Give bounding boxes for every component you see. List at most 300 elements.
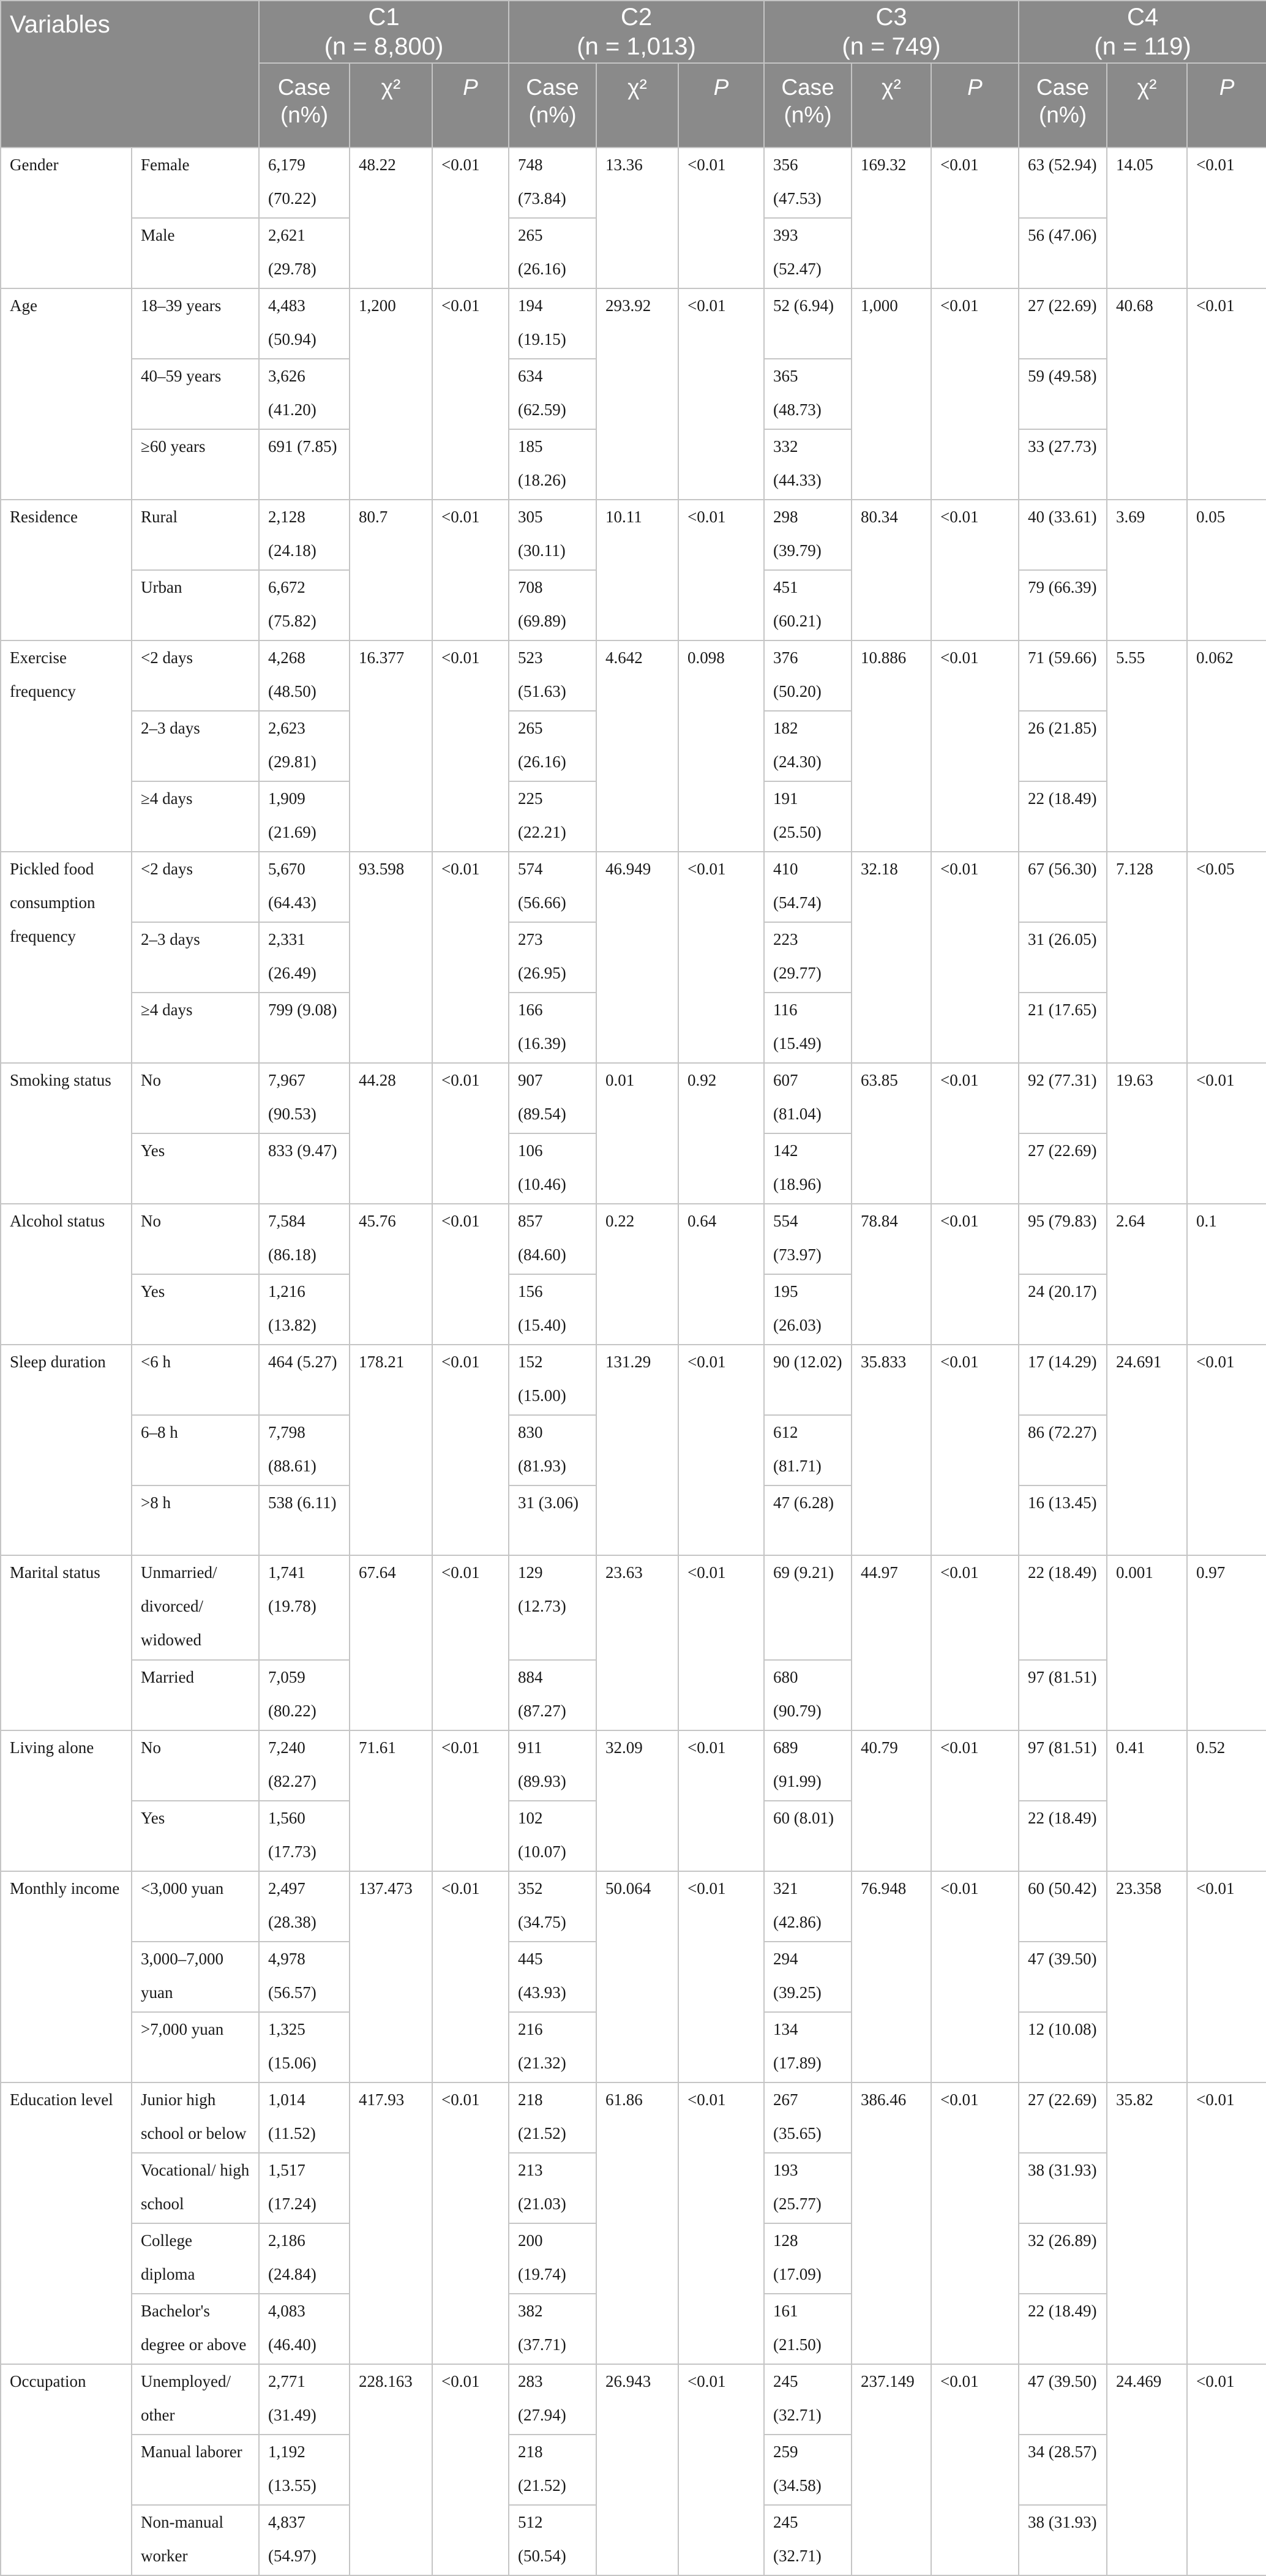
- case-cell: 884 (87.27): [509, 1660, 596, 1730]
- p-value-cell: <0.01: [678, 500, 764, 640]
- case-cell: 128 (17.09): [764, 2223, 852, 2294]
- p-value-cell: 0.52: [1187, 1730, 1266, 1871]
- table-row: [1, 1730, 1266, 1801]
- p-value-cell: <0.01: [678, 1871, 764, 2082]
- case-cell: 2,497 (28.38): [259, 1871, 350, 1942]
- case-cell: 830 (81.93): [509, 1415, 596, 1485]
- case-cell: 382 (37.71): [509, 2294, 596, 2364]
- case-cell: 1,517 (17.24): [259, 2153, 350, 2223]
- case-cell: 218 (21.52): [509, 2435, 596, 2505]
- level-label: Unemployed/ other: [132, 2364, 259, 2435]
- case-cell: 22 (18.49): [1019, 1801, 1107, 1871]
- case-cell: 799 (9.08): [259, 993, 350, 1063]
- chi-square-cell: 44.97: [852, 1555, 931, 1730]
- case-cell: 79 (66.39): [1019, 570, 1107, 640]
- case-cell: 71 (59.66): [1019, 640, 1107, 711]
- level-label: <2 days: [132, 852, 259, 922]
- case-cell: 612 (81.71): [764, 1415, 852, 1485]
- level-label: <2 days: [132, 640, 259, 711]
- case-cell: 156 (15.40): [509, 1274, 596, 1345]
- case-cell: 223 (29.77): [764, 922, 852, 993]
- variable-name: Living alone: [1, 1730, 132, 1871]
- group-name: C2: [620, 4, 653, 31]
- case-cell: 63 (52.94): [1019, 148, 1107, 218]
- variables-header: Variables: [1, 1, 259, 148]
- case-cell: 1,741 (19.78): [259, 1555, 350, 1660]
- chi-square-cell: 48.22: [350, 148, 432, 288]
- chi-square-cell: 32.09: [596, 1730, 678, 1871]
- variable-name: Age: [1, 288, 132, 500]
- case-cell: 691 (7.85): [259, 429, 350, 500]
- level-label: >7,000 yuan: [132, 2012, 259, 2082]
- chi-square-cell: 80.7: [350, 500, 432, 640]
- p-value-cell: <0.01: [678, 288, 764, 500]
- p-value-cell: 0.098: [678, 640, 764, 852]
- case-cell: 52 (6.94): [764, 288, 852, 359]
- p-value-cell: <0.01: [931, 2364, 1019, 2575]
- chi-square-cell: 67.64: [350, 1555, 432, 1730]
- case-cell: 911 (89.93): [509, 1730, 596, 1801]
- chi-square-cell: 23.63: [596, 1555, 678, 1730]
- table-row: [1, 1063, 1266, 1133]
- chi-square-cell: 80.34: [852, 500, 931, 640]
- chi-square-cell: 40.68: [1107, 288, 1187, 500]
- chi-square-cell: 13.36: [596, 148, 678, 288]
- p-value-cell: 0.92: [678, 1063, 764, 1204]
- case-cell: 60 (50.42): [1019, 1871, 1107, 1942]
- level-label: Married: [132, 1660, 259, 1730]
- chi-square-cell: 40.79: [852, 1730, 931, 1871]
- chi-square-cell: 23.358: [1107, 1871, 1187, 2082]
- case-cell: 4,083 (46.40): [259, 2294, 350, 2364]
- table-row: [1, 2082, 1266, 2153]
- p-value-cell: <0.01: [931, 1204, 1019, 1345]
- case-cell: 393 (52.47): [764, 218, 852, 288]
- case-cell: 129 (12.73): [509, 1555, 596, 1660]
- case-cell: 445 (43.93): [509, 1942, 596, 2012]
- case-cell: 1,909 (21.69): [259, 781, 350, 852]
- case-cell: 748 (73.84): [509, 148, 596, 218]
- p-value-cell: <0.01: [931, 640, 1019, 852]
- level-label: Rural: [132, 500, 259, 570]
- case-cell: 245 (32.71): [764, 2364, 852, 2435]
- chi-square-cell: 417.93: [350, 2082, 432, 2364]
- case-cell: 574 (56.66): [509, 852, 596, 922]
- case-cell: 33 (27.73): [1019, 429, 1107, 500]
- case-cell: 195 (26.03): [764, 1274, 852, 1345]
- case-cell: 410 (54.74): [764, 852, 852, 922]
- chi-square-cell: 76.948: [852, 1871, 931, 2082]
- case-cell: 191 (25.50): [764, 781, 852, 852]
- p-value-cell: <0.01: [432, 2364, 509, 2575]
- case-cell: 298 (39.79): [764, 500, 852, 570]
- group-header-c3: [764, 1, 1019, 63]
- chi-square-cell: 24.691: [1107, 1345, 1187, 1555]
- table-row: [1, 500, 1266, 570]
- chi-square-cell: 293.92: [596, 288, 678, 500]
- case-cell: 4,837 (54.97): [259, 2505, 350, 2575]
- chi-square-cell: 3.69: [1107, 500, 1187, 640]
- p-value-cell: <0.01: [678, 148, 764, 288]
- case-cell: 259 (34.58): [764, 2435, 852, 2505]
- case-cell: 907 (89.54): [509, 1063, 596, 1133]
- case-cell: 152 (15.00): [509, 1345, 596, 1415]
- table-row: [1, 1204, 1266, 1274]
- level-label: Male: [132, 218, 259, 288]
- case-cell: 86 (72.27): [1019, 1415, 1107, 1485]
- case-cell: 106 (10.46): [509, 1133, 596, 1204]
- p-value-cell: <0.01: [678, 2364, 764, 2575]
- case-cell: 134 (17.89): [764, 2012, 852, 2082]
- chi-square-cell: 7.128: [1107, 852, 1187, 1063]
- case-cell: 97 (81.51): [1019, 1730, 1107, 1801]
- p-value-cell: 0.05: [1187, 500, 1266, 640]
- case-header: Case (n%): [259, 63, 350, 148]
- p-value-cell: <0.01: [931, 2082, 1019, 2364]
- chi-square-cell: 16.377: [350, 640, 432, 852]
- case-cell: 161 (21.50): [764, 2294, 852, 2364]
- p-value-cell: <0.01: [432, 500, 509, 640]
- chi-square-cell: 14.05: [1107, 148, 1187, 288]
- case-header: Case (n%): [1019, 63, 1107, 148]
- case-cell: 2,623 (29.81): [259, 711, 350, 781]
- chi-square-cell: 178.21: [350, 1345, 432, 1555]
- level-label: No: [132, 1730, 259, 1801]
- level-label: No: [132, 1204, 259, 1274]
- case-cell: 2,331 (26.49): [259, 922, 350, 993]
- case-cell: 97 (81.51): [1019, 1660, 1107, 1730]
- level-label: Yes: [132, 1274, 259, 1345]
- chi-square-cell: 93.598: [350, 852, 432, 1063]
- case-cell: 5,670 (64.43): [259, 852, 350, 922]
- group-header-c2: [509, 1, 764, 63]
- p-value-header: P: [432, 63, 509, 148]
- chi-square-cell: 137.473: [350, 1871, 432, 2082]
- case-cell: 92 (77.31): [1019, 1063, 1107, 1133]
- case-cell: 142 (18.96): [764, 1133, 852, 1204]
- case-cell: 27 (22.69): [1019, 288, 1107, 359]
- p-value-cell: <0.01: [931, 1871, 1019, 2082]
- case-cell: 356 (47.53): [764, 148, 852, 218]
- level-label: 6–8 h: [132, 1415, 259, 1485]
- level-label: College diploma: [132, 2223, 259, 2294]
- case-cell: 1,325 (15.06): [259, 2012, 350, 2082]
- case-cell: 90 (12.02): [764, 1345, 852, 1415]
- level-label: 18–39 years: [132, 288, 259, 359]
- level-label: Yes: [132, 1801, 259, 1871]
- case-cell: 32 (26.89): [1019, 2223, 1107, 2294]
- level-label: Urban: [132, 570, 259, 640]
- case-cell: 283 (27.94): [509, 2364, 596, 2435]
- group-header-c1: [259, 1, 509, 63]
- case-cell: 512 (50.54): [509, 2505, 596, 2575]
- chi-square-cell: 0.001: [1107, 1555, 1187, 1730]
- chi-square-header: χ²: [1107, 63, 1187, 148]
- level-label: ≥4 days: [132, 781, 259, 852]
- case-cell: 708 (69.89): [509, 570, 596, 640]
- case-cell: 56 (47.06): [1019, 218, 1107, 288]
- chi-square-cell: 10.886: [852, 640, 931, 852]
- p-value-cell: <0.01: [1187, 288, 1266, 500]
- p-value-header: P: [678, 63, 764, 148]
- p-value-cell: <0.01: [931, 1063, 1019, 1204]
- case-cell: 2,771 (31.49): [259, 2364, 350, 2435]
- chi-square-cell: 45.76: [350, 1204, 432, 1345]
- case-cell: 305 (30.11): [509, 500, 596, 570]
- case-cell: 2,128 (24.18): [259, 500, 350, 570]
- case-cell: 213 (21.03): [509, 2153, 596, 2223]
- case-cell: 265 (26.16): [509, 218, 596, 288]
- table-row: [1, 1345, 1266, 1415]
- p-value-cell: 0.062: [1187, 640, 1266, 852]
- case-cell: 67 (56.30): [1019, 852, 1107, 922]
- variable-name: Education level: [1, 2082, 132, 2364]
- variable-name: Smoking status: [1, 1063, 132, 1204]
- variable-name: Occupation: [1, 2364, 132, 2575]
- chi-square-cell: 46.949: [596, 852, 678, 1063]
- chi-square-cell: 26.943: [596, 2364, 678, 2575]
- table-row: [1, 288, 1266, 359]
- table-row: [1, 640, 1266, 711]
- case-cell: 116 (15.49): [764, 993, 852, 1063]
- p-value-cell: <0.01: [931, 852, 1019, 1063]
- case-cell: 4,268 (48.50): [259, 640, 350, 711]
- case-cell: 216 (21.32): [509, 2012, 596, 2082]
- case-cell: 34 (28.57): [1019, 2435, 1107, 2505]
- case-cell: 182 (24.30): [764, 711, 852, 781]
- p-value-cell: <0.05: [1187, 852, 1266, 1063]
- variable-name: Gender: [1, 148, 132, 288]
- case-cell: 31 (3.06): [509, 1485, 596, 1555]
- case-cell: 200 (19.74): [509, 2223, 596, 2294]
- level-label: Manual laborer: [132, 2435, 259, 2505]
- group-n: (n = 8,800): [324, 33, 444, 60]
- p-value-cell: 0.97: [1187, 1555, 1266, 1730]
- chi-square-cell: 44.28: [350, 1063, 432, 1204]
- chi-square-cell: 386.46: [852, 2082, 931, 2364]
- level-label: ≥4 days: [132, 993, 259, 1063]
- chi-square-cell: 35.833: [852, 1345, 931, 1555]
- case-cell: 321 (42.86): [764, 1871, 852, 1942]
- group-header-c4: [1019, 1, 1266, 63]
- level-label: ≥60 years: [132, 429, 259, 500]
- variable-name: Monthly income: [1, 1871, 132, 2082]
- group-name: C3: [875, 4, 907, 31]
- group-n: (n = 749): [842, 33, 941, 60]
- p-value-cell: <0.01: [432, 1555, 509, 1730]
- case-cell: 26 (21.85): [1019, 711, 1107, 781]
- case-cell: 523 (51.63): [509, 640, 596, 711]
- level-label: Yes: [132, 1133, 259, 1204]
- level-label: Bachelor's degree or above: [132, 2294, 259, 2364]
- level-label: Unmarried/ divorced/ widowed: [132, 1555, 259, 1660]
- case-cell: 194 (19.15): [509, 288, 596, 359]
- case-cell: 538 (6.11): [259, 1485, 350, 1555]
- table-row: [1, 852, 1266, 922]
- case-cell: 22 (18.49): [1019, 1555, 1107, 1660]
- case-cell: 7,798 (88.61): [259, 1415, 350, 1485]
- p-value-cell: <0.01: [931, 500, 1019, 640]
- variable-name: Exercise frequency: [1, 640, 132, 852]
- chi-square-header: χ²: [852, 63, 931, 148]
- case-cell: 22 (18.49): [1019, 2294, 1107, 2364]
- p-value-cell: <0.01: [1187, 2364, 1266, 2575]
- p-value-cell: 0.64: [678, 1204, 764, 1345]
- case-cell: 7,584 (86.18): [259, 1204, 350, 1274]
- case-cell: 376 (50.20): [764, 640, 852, 711]
- case-cell: 7,059 (80.22): [259, 1660, 350, 1730]
- chi-square-cell: 61.86: [596, 2082, 678, 2364]
- case-cell: 332 (44.33): [764, 429, 852, 500]
- case-cell: 689 (91.99): [764, 1730, 852, 1801]
- level-label: >8 h: [132, 1485, 259, 1555]
- chi-square-cell: 4.642: [596, 640, 678, 852]
- p-value-cell: <0.01: [931, 148, 1019, 288]
- table-row: [1, 1871, 1266, 1942]
- chi-square-cell: 5.55: [1107, 640, 1187, 852]
- case-header: Case (n%): [764, 63, 852, 148]
- case-cell: 245 (32.71): [764, 2505, 852, 2575]
- level-label: 40–59 years: [132, 359, 259, 429]
- level-label: <6 h: [132, 1345, 259, 1415]
- case-cell: 554 (73.97): [764, 1204, 852, 1274]
- case-cell: 40 (33.61): [1019, 500, 1107, 570]
- chi-square-cell: 63.85: [852, 1063, 931, 1204]
- p-value-cell: <0.01: [432, 852, 509, 1063]
- case-header: Case (n%): [509, 63, 596, 148]
- case-cell: 365 (48.73): [764, 359, 852, 429]
- case-cell: 193 (25.77): [764, 2153, 852, 2223]
- p-value-cell: <0.01: [432, 1345, 509, 1555]
- case-cell: 59 (49.58): [1019, 359, 1107, 429]
- chi-square-cell: 19.63: [1107, 1063, 1187, 1204]
- p-value-cell: <0.01: [1187, 1063, 1266, 1204]
- case-cell: 69 (9.21): [764, 1555, 852, 1660]
- table-row: [1, 2364, 1266, 2435]
- p-value-cell: <0.01: [432, 640, 509, 852]
- case-cell: 1,192 (13.55): [259, 2435, 350, 2505]
- case-cell: 352 (34.75): [509, 1871, 596, 1942]
- case-cell: 24 (20.17): [1019, 1274, 1107, 1345]
- case-cell: 95 (79.83): [1019, 1204, 1107, 1274]
- p-value-cell: <0.01: [678, 2082, 764, 2364]
- p-value-cell: <0.01: [1187, 148, 1266, 288]
- chi-square-cell: 78.84: [852, 1204, 931, 1345]
- chi-square-cell: 35.82: [1107, 2082, 1187, 2364]
- p-value-cell: 0.1: [1187, 1204, 1266, 1345]
- p-value-cell: <0.01: [931, 288, 1019, 500]
- chi-square-cell: 131.29: [596, 1345, 678, 1555]
- group-n: (n = 119): [1094, 33, 1191, 60]
- p-value-header: P: [931, 63, 1019, 148]
- chi-square-header: χ²: [596, 63, 678, 148]
- variable-name: Sleep duration: [1, 1345, 132, 1555]
- chi-square-cell: 1,000: [852, 288, 931, 500]
- p-value-cell: <0.01: [432, 1063, 509, 1204]
- case-cell: 7,967 (90.53): [259, 1063, 350, 1133]
- case-cell: 1,560 (17.73): [259, 1801, 350, 1871]
- case-cell: 2,621 (29.78): [259, 218, 350, 288]
- chi-square-cell: 237.149: [852, 2364, 931, 2575]
- case-cell: 6,672 (75.82): [259, 570, 350, 640]
- p-value-cell: <0.01: [432, 288, 509, 500]
- case-cell: 680 (90.79): [764, 1660, 852, 1730]
- chi-square-cell: 169.32: [852, 148, 931, 288]
- chi-square-cell: 32.18: [852, 852, 931, 1063]
- case-cell: 294 (39.25): [764, 1942, 852, 2012]
- case-cell: 1,014 (11.52): [259, 2082, 350, 2153]
- case-cell: 273 (26.95): [509, 922, 596, 993]
- variable-name: Alcohol status: [1, 1204, 132, 1345]
- p-value-cell: <0.01: [1187, 1871, 1266, 2082]
- p-value-cell: <0.01: [678, 1555, 764, 1730]
- level-label: 2–3 days: [132, 922, 259, 993]
- p-value-cell: <0.01: [678, 1345, 764, 1555]
- variable-name: Marital status: [1, 1555, 132, 1730]
- level-label: Female: [132, 148, 259, 218]
- case-cell: 218 (21.52): [509, 2082, 596, 2153]
- case-cell: 27 (22.69): [1019, 1133, 1107, 1204]
- case-cell: 17 (14.29): [1019, 1345, 1107, 1415]
- group-name: C1: [368, 4, 400, 31]
- case-cell: 634 (62.59): [509, 359, 596, 429]
- case-cell: 21 (17.65): [1019, 993, 1107, 1063]
- chi-square-cell: 228.163: [350, 2364, 432, 2575]
- table-body: [1, 148, 1266, 2575]
- p-value-cell: <0.01: [432, 148, 509, 288]
- case-cell: 1,216 (13.82): [259, 1274, 350, 1345]
- chi-square-cell: 10.11: [596, 500, 678, 640]
- case-cell: 102 (10.07): [509, 1801, 596, 1871]
- chi-square-cell: 0.01: [596, 1063, 678, 1204]
- case-cell: 166 (16.39): [509, 993, 596, 1063]
- p-value-header: P: [1187, 63, 1266, 148]
- p-value-cell: <0.01: [678, 1730, 764, 1871]
- case-cell: 38 (31.93): [1019, 2505, 1107, 2575]
- chi-square-header: χ²: [350, 63, 432, 148]
- p-value-cell: <0.01: [931, 1730, 1019, 1871]
- case-cell: 22 (18.49): [1019, 781, 1107, 852]
- p-value-cell: <0.01: [1187, 2082, 1266, 2364]
- case-cell: 7,240 (82.27): [259, 1730, 350, 1801]
- case-cell: 267 (35.65): [764, 2082, 852, 2153]
- case-cell: 16 (13.45): [1019, 1485, 1107, 1555]
- case-cell: 4,483 (50.94): [259, 288, 350, 359]
- p-value-cell: <0.01: [931, 1555, 1019, 1730]
- level-label: 2–3 days: [132, 711, 259, 781]
- case-cell: 6,179 (70.22): [259, 148, 350, 218]
- table-header: [1, 1, 1266, 148]
- variable-name: Residence: [1, 500, 132, 640]
- level-label: <3,000 yuan: [132, 1871, 259, 1942]
- case-cell: 607 (81.04): [764, 1063, 852, 1133]
- group-name: C4: [1126, 4, 1159, 31]
- case-cell: 225 (22.21): [509, 781, 596, 852]
- case-cell: 47 (39.50): [1019, 1942, 1107, 2012]
- case-cell: 265 (26.16): [509, 711, 596, 781]
- case-cell: 451 (60.21): [764, 570, 852, 640]
- chi-square-cell: 0.41: [1107, 1730, 1187, 1871]
- level-label: No: [132, 1063, 259, 1133]
- p-value-cell: <0.01: [432, 1730, 509, 1871]
- level-label: Non-manual worker: [132, 2505, 259, 2575]
- case-cell: 27 (22.69): [1019, 2082, 1107, 2153]
- case-cell: 833 (9.47): [259, 1133, 350, 1204]
- case-cell: 31 (26.05): [1019, 922, 1107, 993]
- case-cell: 3,626 (41.20): [259, 359, 350, 429]
- case-cell: 857 (84.60): [509, 1204, 596, 1274]
- case-cell: 4,978 (56.57): [259, 1942, 350, 2012]
